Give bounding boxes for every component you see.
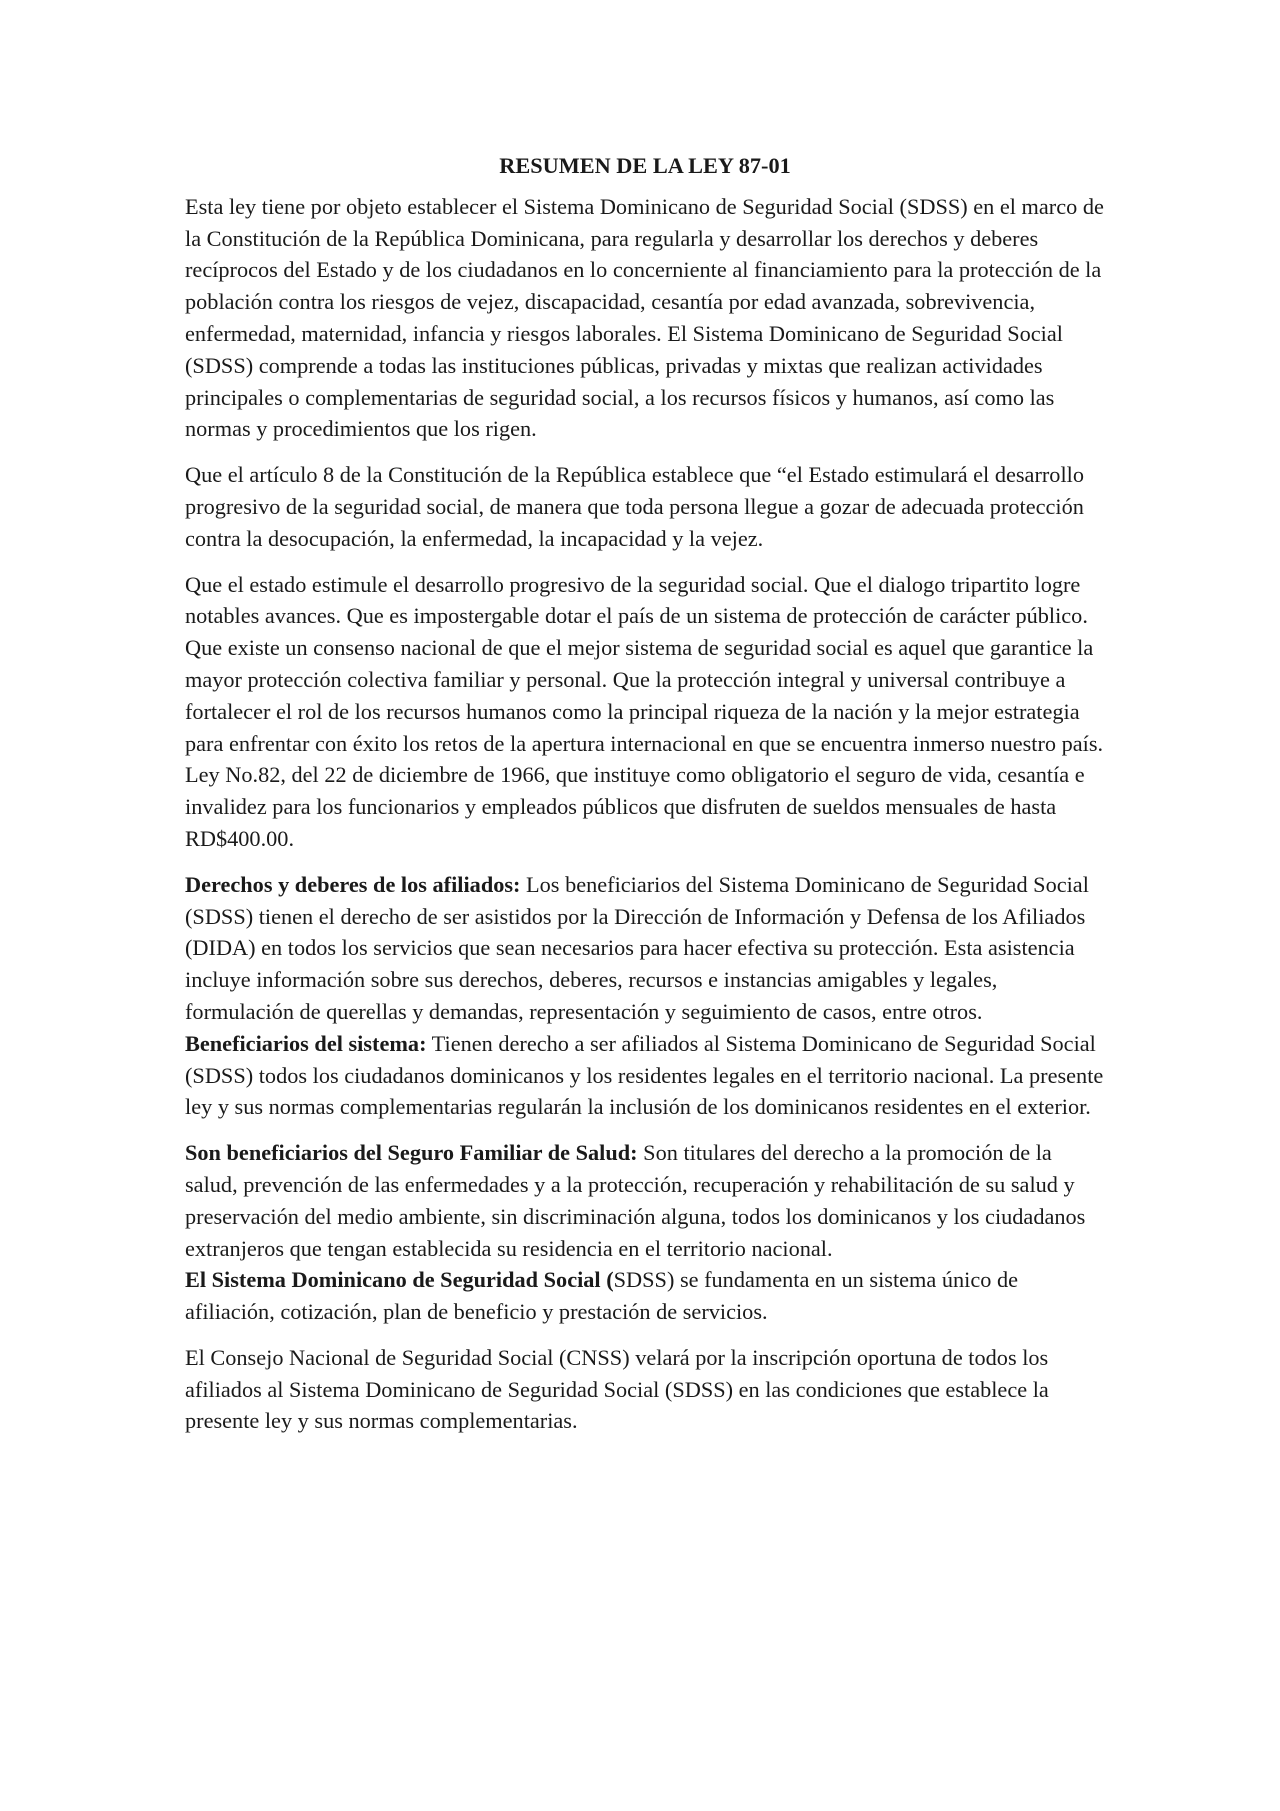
paragraph-health-insurance [185,1137,1105,1264]
paragraph-system-beneficiaries [185,1028,1105,1123]
paragraph-considerations: Que el estado estimule el desarrollo progresivo de la seguridad social. Que el dialogo tripartito logre notables avances. Que es impostergable dotar el país de un sistema de protección de carácter público. Que existe un consenso nacional de que el mejor sistema de seguridad social es aquel que garantice la mayor protección colectiva familiar y personal. Que la protección integral y universal contribuye a fortalecer el rol de los recursos humanos como la principal riqueza de la nación y la mejor estrategia para enfrentar con éxito los retos de la apertura internacional en que se encuentra inmerso nuestro país. Ley No.82, del 22 de diciembre de 1966, que instituye como obligatorio el seguro de vida, cesantía e invalidez para los funcionarios y empleados públicos que disfruten de sueldos mensuales de hasta RD$400.00. [185,571,1104,851]
paragraph-article-8: Que el artículo 8 de la Constitución de la República establece que “el Estado estimulará el desarrollo progresivo de la seguridad social, de manera que toda persona llegue a gozar de adecuada protección contra la desocupación, la enfermedad, la incapacidad y la vejez. [185,462,1084,551]
rights-duties-text: Los beneficiarios del Sistema Dominicano de Seguridad Social (SDSS) tienen el derecho de ser asistidos por la Dirección de Información y Defensa de los Afiliados (DIDA) en todos los servicios que sean necesarios para hacer efectiva su protección. Esta asistencia incluye información sobre sus derechos, deberes, recursos e instancias amigables y legales, formulación de querellas y demandas, representación y seguimiento de casos, entre otros. [185,871,1089,1024]
system-beneficiaries-text: Tienen derecho a ser afiliados al Sistema Dominicano de Seguridad Social (SDSS) todos los ciudadanos dominicanos y los residentes legales en el territorio nacional. La presente ley y sus normas complementarias regularán la inclusión de los dominicanos residentes en el exterior. [185,1030,1104,1120]
health-insurance-heading: Son beneficiarios del Seguro Familiar de Salud: [185,1140,638,1166]
document-title: RESUMEN DE LA LEY 87-01 [499,153,791,178]
paragraph-objective: Esta ley tiene por objeto establecer el Sistema Dominicano de Seguridad Social (SDSS) en el marco de la Constitución de la República Dominicana, para regularla y desarrollar los derechos y deberes recíprocos del Estado y de los ciudadanos en lo concerniente al financiamiento para la protección de la población contra los riesgos de vejez, discapacidad, cesantía por edad avanzada, sobrevivencia, enfermedad, maternidad, infancia y riesgos laborales. El Sistema Dominicano de Seguridad Social (SDSS) comprende a todas las instituciones públicas, privadas y mixtas que realizan actividades principales o complementarias de seguridad social, a los recursos físicos y humanos, así como las normas y procedimientos que los rigen. [185,193,1104,442]
paragraph-cnss: El Consejo Nacional de Seguridad Social (CNSS) velará por la inscripción oportuna de todos los afiliados al Sistema Dominicano de Seguridad Social (SDSS) en las condiciones que establece la presente ley y sus normas complementarias. [185,1344,1049,1434]
sdss-foundation-heading: El Sistema Dominicano de Seguridad Social ( [185,1267,614,1293]
paragraph-rights-duties [185,869,1105,1028]
rights-duties-heading: Derechos y deberes de los afiliados: [185,871,521,897]
system-beneficiaries-heading: Beneficiarios del sistema: [185,1030,427,1056]
document-body [185,150,1105,1451]
health-insurance-text: Son titulares del derecho a la promoción de la salud, prevención de las enfermedades y a la protección, recuperación y rehabilitación de su salud y preservación del medio ambiente, sin discriminación alguna, todos los dominicanos y los ciudadanos extranjeros que tengan establecida su residencia en el territorio nacional. [185,1140,1086,1261]
paragraph-sdss-foundation [185,1264,1105,1328]
sdss-foundation-text: SDSS) se fundamenta en un sistema único de afiliación, cotización, plan de beneficio y prestación de servicios. [185,1267,1019,1325]
